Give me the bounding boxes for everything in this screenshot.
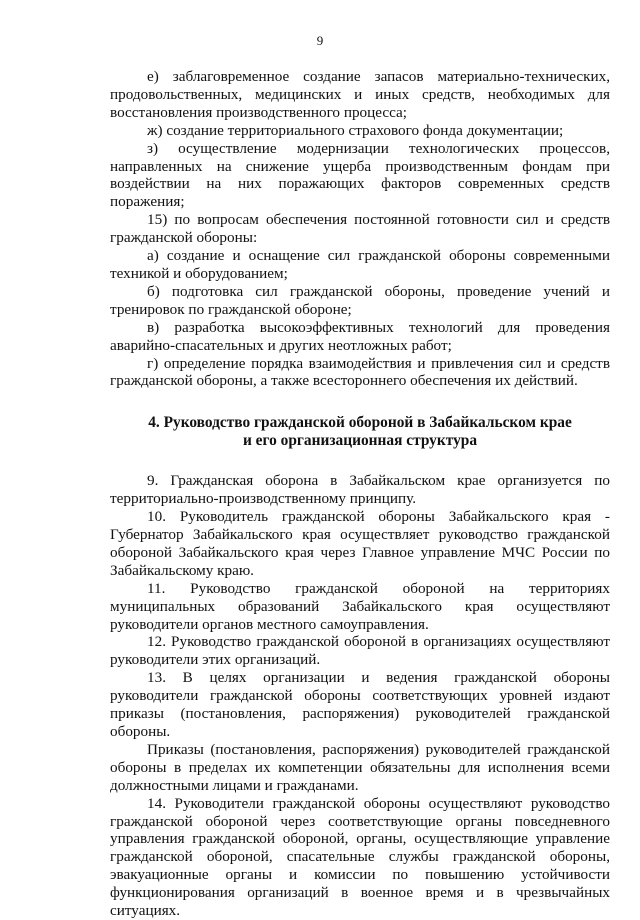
paragraph-item-a: а) создание и оснащение сил гражданской обороны современными техникой и оборудованием; — [110, 247, 610, 282]
paragraph-item-g: г) определение порядка взаимодействия и привлечения сил и средств гражданской обороны, а также всестороннего обеспечения их действий. — [110, 354, 610, 390]
paragraph-11: 11. Руководство гражданской обороной на территориях муниципальных образований Забайкальского края осуществляют руководители органов местного самоуправления. — [110, 579, 610, 633]
section-heading — [110, 414, 610, 450]
paragraph-13: 13. В целях организации и ведения гражданской обороны руководители гражданской обороны соответствующих уровней издают приказы (постановления, распоряжения) руководителей гражданской обороны. — [110, 669, 610, 740]
document-body — [110, 68, 610, 920]
paragraph-10: 10. Руководитель гражданской обороны Забайкальского края - Губернатор Забайкальского края осуществляет руководство гражданской обороной Забайкальского края через Главное управление МЧС России по Забайкальскому краю. — [110, 508, 610, 579]
paragraph-9: 9. Гражданская оборона в Забайкальском крае организуется по территориально-производственному принципу. — [110, 472, 610, 508]
paragraph-item-v: в) разработка высокоэффективных технологий для проведения аварийно-спасательных и других неотложных работ; — [110, 318, 610, 354]
paragraph-14: 14. Руководители гражданской обороны осуществляют руководство гражданской обороной через соответствующие органы повседневного управления гражданской обороной, органы, осуществляющие управление гражданской обороной, спасательные службы гражданской обороны, эвакуационные органы и комиссии по повышению устойчивости функционирования организаций в военное время и в чрезвычайных ситуациях. — [110, 794, 610, 920]
section-heading-line-1: 4. Руководство гражданской обороной в Забайкальском крае — [148, 414, 572, 432]
paragraph-12: 12. Руководство гражданской обороной в организациях осуществляют руководители этих организаций. — [110, 633, 610, 669]
paragraph-item-zh: ж) создание территориального страхового фонда документации; — [147, 121, 564, 139]
paragraph-item-15: 15) по вопросам обеспечения постоянной готовности сил и средств гражданской обороны: — [110, 211, 610, 247]
paragraph-13-orders: Приказы (постановления, распоряжения) руководителей гражданской обороны в пределах их компетенции обязательны для исполнения всеми должностными лицами и гражданами. — [110, 740, 610, 794]
page-number: 9 — [316, 33, 324, 48]
paragraph-item-b: б) подготовка сил гражданской обороны, проведение учений и тренировок по гражданской обороне; — [110, 282, 610, 318]
section-heading-line-2: и его организационная структура — [242, 432, 478, 450]
paragraph-item-z: з) осуществление модернизации технологических процессов, направленных на снижение ущерба производственным фондам при воздействии на них поражающих факторов современных средств поражения; — [110, 139, 610, 211]
paragraph-item-e: е) заблаговременное создание запасов материально-технических, продовольственных, медицинских и иных средств, необходимых для восстановления производственного процесса; — [110, 68, 610, 121]
